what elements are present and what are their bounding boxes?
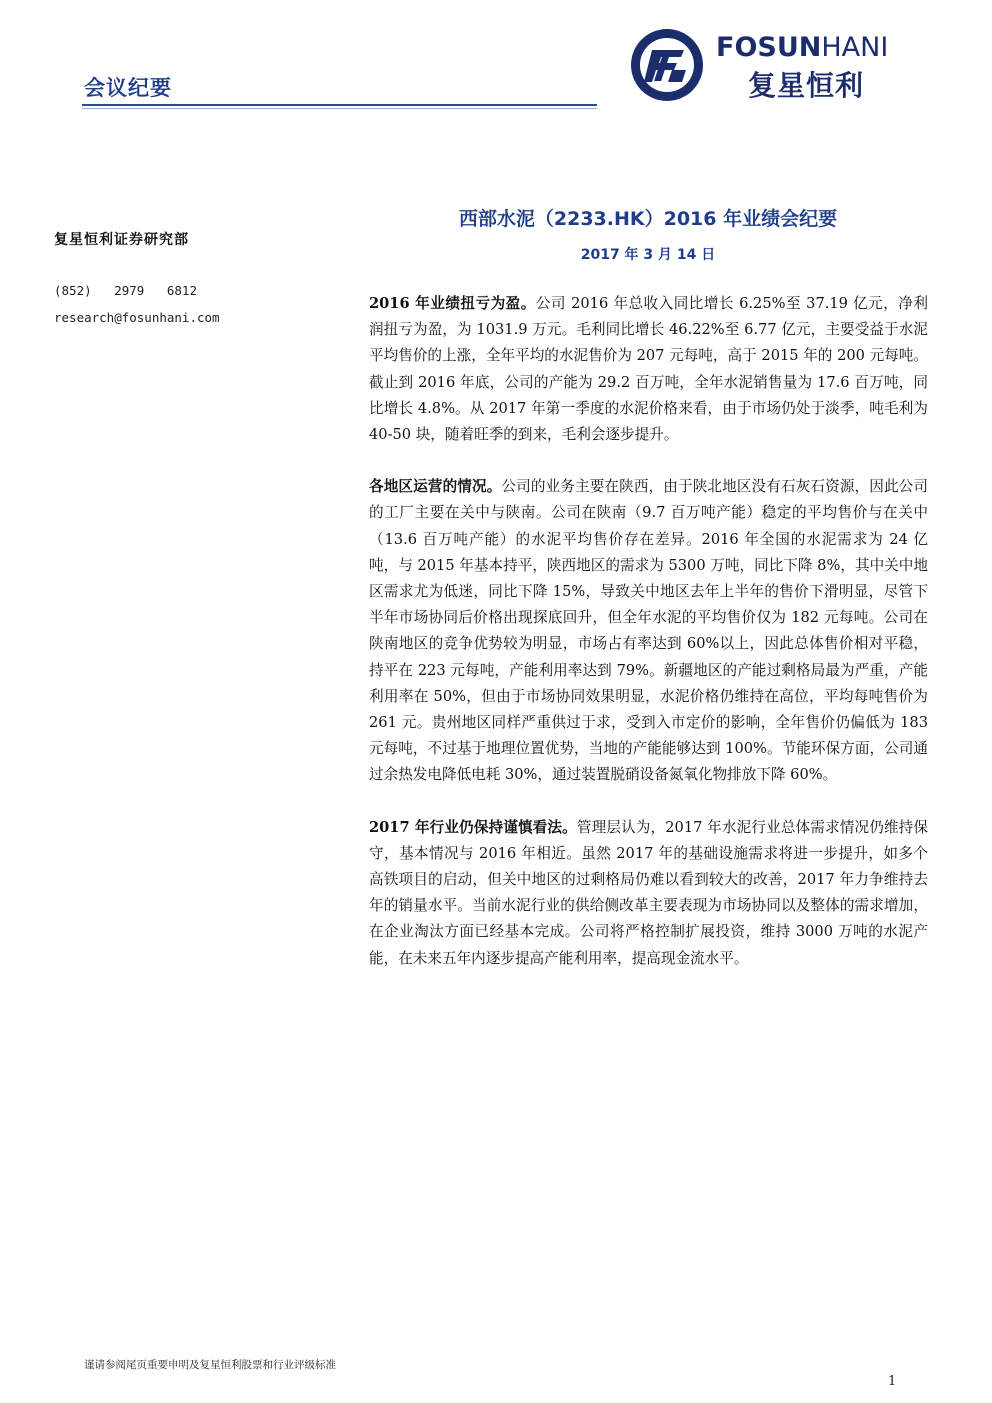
fosun-logo-icon <box>628 26 706 104</box>
paragraph-earnings <box>369 291 928 448</box>
paragraph-text: 公司的业务主要在陕西，由于陕北地区没有石灰石资源，因此公司的工厂主要在关中与陕南。公司在陕南（9.7 百万吨产能）稳定的平均售价与在关中（13.6 百万吨产能）的水泥平均售价存在差异。2016 年全国的水泥需求为 24 亿吨，与 2015 年基本持平，陕西地区的需求为 5300 万吨，同比下降 8%，其中关中地区需求尤为低迷，同比下降 15%，导致关中地区去年上半年的售价下滑明显，尽管下半年市场协同后价格出现探底回升，但全年水泥的平均售价仅为 182 元每吨。公司在陕南地区的竞争优势较为明显，市场占有率达到 60%以上，因此总体售价相对平稳，持平在 223 元每吨，产能利用率达到 79%。新疆地区的产能过剩格局最为严重，产能利用率在 50%，但由于市场协同效果明显，水泥价格仍维持在高位，平均每吨售价为 261 元。贵州地区同样严重供过于求，受到入市定价的影响，全年售价仍偏低为 183 元每吨，不过基于地理位置优势，当地的产能能够达到 100%。节能环保方面，公司通过余热发电降低电耗 30%，通过装置脱硝设备氮氧化物排放下降 60%。 <box>369 478 928 784</box>
header-divider-thin <box>82 108 597 109</box>
page-number: 1 <box>888 1374 897 1389</box>
paragraph-text: 公司 2016 年总收入同比增长 6.25%至 37.19 亿元，净利润扭亏为盈，为 1031.9 万元。毛利同比增长 46.22%至 6.77 亿元，主要受益于水泥平均售价的上涨，全年平均的水泥售价为 207 元每吨，高于 2015 年的 200 元每吨。截止到 2016 年底，公司的产能为 29.2 百万吨，全年水泥销售量为 17.6 百万吨，同比增长 4.8%。从 2017 年第一季度的水泥价格来看，由于市场仍处于淡季，吨毛利为 40-50 块，随着旺季的到来，毛利会逐步提升。 <box>369 295 928 444</box>
logo-en-bold: FOSUN <box>716 32 822 63</box>
paragraph-text: 管理层认为，2017 年水泥行业总体需求情况仍维持保守，基本情况与 2016 年相近。虽然 2017 年的基础设施需求将进一步提升，如多个高铁项目的启动，但关中地区的过剩格局仍难以看到较大的改善，2017 年力争维持去年的销量水平。当前水泥行业的供给侧改革主要表现为市场协同以及整体的需求增加，在企业淘汰方面已经基本完成。公司将严格控制扩展投资，维持 3000 万吨的水泥产能，在未来五年内逐步提高产能利用率，提高现金流水平。 <box>369 818 928 967</box>
header-divider <box>82 104 597 106</box>
company-logo <box>628 26 928 106</box>
contact-phone: (852) 2979 6812 <box>54 283 197 298</box>
logo-chinese-name: 复星恒利 <box>748 69 865 102</box>
paragraph-lead: 2017 年行业仍保持谨慎看法。 <box>369 818 577 836</box>
section-title: 会议纪要 <box>84 76 172 100</box>
paragraph-regional-operations <box>369 474 928 788</box>
paragraph-lead: 各地区运营的情况。 <box>369 478 502 496</box>
paragraph-lead: 2016 年业绩扭亏为盈。 <box>369 295 536 312</box>
document-date: 2017 年 3 月 14 日 <box>580 247 716 263</box>
research-department: 复星恒利证券研究部 <box>54 232 189 248</box>
footer-disclaimer: 谨请参阅尾页重要申明及复星恒利股票和行业评级标准 <box>84 1359 336 1371</box>
document-title: 西部水泥（2233.HK）2016 年业绩会纪要 <box>458 208 838 230</box>
document-body <box>369 291 928 998</box>
paragraph-industry-outlook <box>369 815 928 972</box>
contact-email: research@fosunhani.com <box>54 310 220 325</box>
logo-en-thin: HANI <box>821 32 889 63</box>
logo-english-name <box>716 32 888 63</box>
